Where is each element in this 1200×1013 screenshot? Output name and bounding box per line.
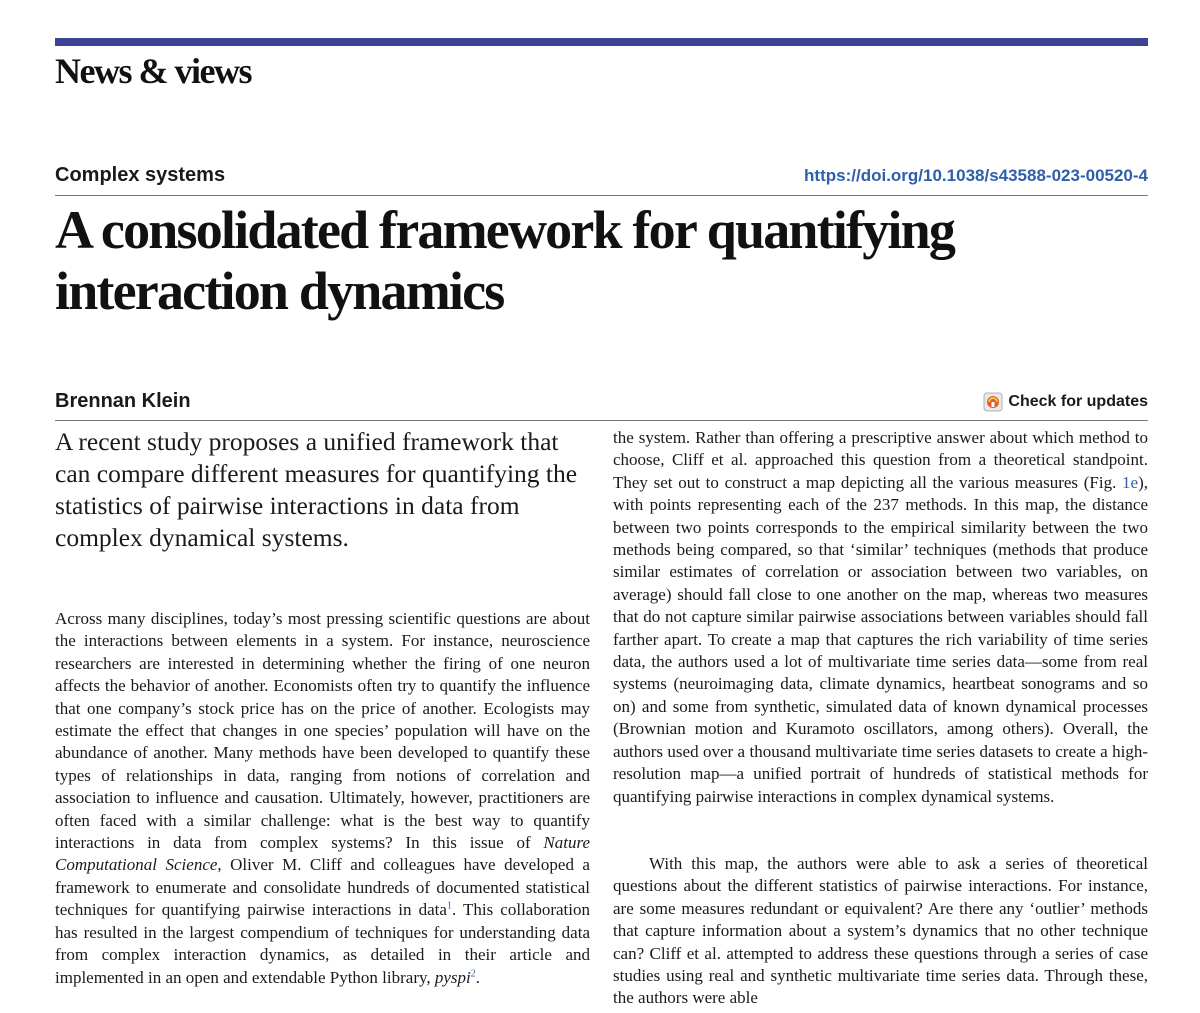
standfirst: A recent study proposes a unified framework that can compare different measures for quantifying the statistics of pairwise interactions in data from complex dynamical systems. bbox=[55, 427, 578, 552]
body-text: the system. Rather than offering a prescriptive answer about which method to choose, Cliff et al. approached this question from a theoretical standpoint. They set out to construct a map depicting all the various measures (Fig. bbox=[613, 428, 1148, 492]
journal-name: Nature Computational Science bbox=[55, 833, 590, 875]
update-badge-icon bbox=[983, 392, 1003, 412]
article-title: A consolidated framework for quantifying interaction dynamics bbox=[55, 200, 955, 321]
body-text: . This collaboration has resulted in the largest compendium of techniques for understanding data from complex interaction dynamics, as detailed in their article and implemented in an open and extendable Python library, bbox=[55, 900, 590, 987]
reference-link[interactable]: 2 bbox=[470, 967, 476, 979]
body-paragraph-left bbox=[55, 608, 590, 989]
divider bbox=[55, 195, 1148, 196]
doi-link[interactable]: https://doi.org/10.1038/s43588-023-00520-4 bbox=[804, 166, 1148, 185]
figure-link[interactable]: 1e bbox=[1122, 472, 1139, 492]
section-label: Complex systems bbox=[55, 164, 226, 186]
masthead-bar bbox=[55, 38, 1148, 46]
body-text: . bbox=[475, 967, 481, 987]
body-text: , Oliver M. Cliff and colleagues have developed a framework to enumerate and consolidate hundreds of documented statistical techniques for quantifying pairwise interactions in data bbox=[55, 855, 590, 920]
body-text: ), with points representing each of the 237 methods. In this map, the distance between two points corresponds to the empirical similarity between the two methods being compared, so that ‘similar’ techniques (methods that produce similar estimates of correlation or association between two variables, on average) should fall close to one another on the map, whereas two measures that do not capture similar pairwise associations between variables should fall farther apart. To create a map that captures the rich variability of time series data, the authors used a lot of multivariate time series data—some from real systems (neuroimaging data, climate dynamics, heartbeat sonograms and so on) and some from synthetic, simulated data of known dynamical processes (Brownian motion and Kuramoto oscillators, among others). Overall, the authors used over a thousand multivariate time series datasets to create a high-resolution map—a unified portrait of hundreds of statistical methods for quantifying pairwise interactions in complex dynamical systems. bbox=[613, 472, 1148, 806]
check-updates-button[interactable] bbox=[983, 392, 1148, 412]
masthead-title: News & views bbox=[55, 51, 251, 91]
body-paragraph-right bbox=[613, 427, 1148, 808]
check-updates-label: Check for updates bbox=[1008, 393, 1148, 410]
author-name: Brennan Klein bbox=[55, 390, 191, 412]
divider bbox=[55, 420, 1148, 421]
library-name: pyspi bbox=[434, 967, 471, 987]
body-paragraph-right-2: With this map, the authors were able to ask a series of theoretical questions about the different statistics of pairwise interactions. For instance, are some measures redundant or equivalent? Are there any ‘outlier’ methods that capture information about a system’s dynamics that no other technique can? Cliff et al. attempted to address these questions through a series of case studies using real and synthetic multivariate time series data. Through these, the authors were able bbox=[613, 854, 1148, 1008]
body-text: Across many disciplines, today’s most pressing scientific questions are about the interactions between elements in a system. For instance, neuroscience researchers are interested in determining whether the firing of one neuron affects the behavior of another. Economists often try to quantify the influence that one company’s stock price has on the price of another. Ecologists may estimate the effect that changes in one species’ population will have on the abundance of another. Many methods have been developed to quantify these types of relationships in data, ranging from notions of correlation and association to influence and causation. Ultimately, however, practitioners are often faced with a similar challenge: what is the best way to quantify interactions in data from complex systems? In this issue of bbox=[55, 609, 590, 853]
reference-link[interactable]: 1 bbox=[446, 900, 452, 912]
